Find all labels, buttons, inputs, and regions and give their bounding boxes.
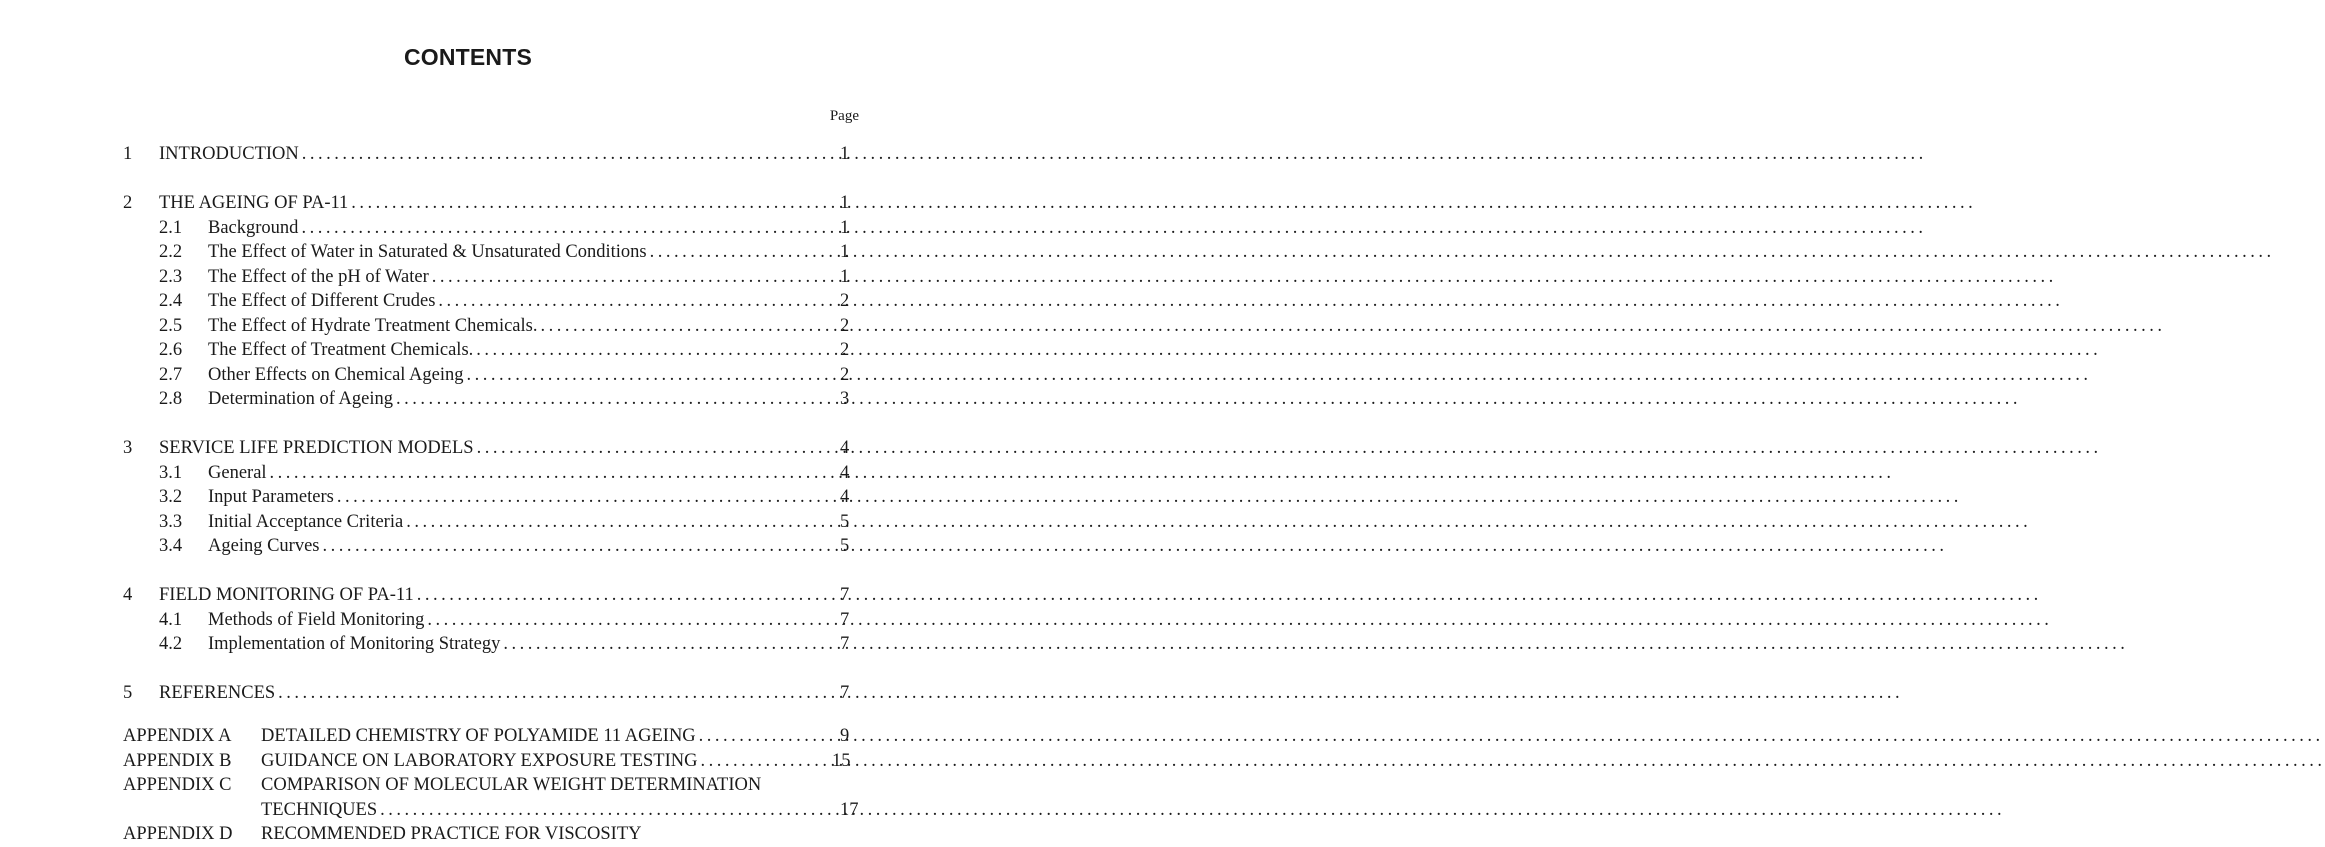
entry-label: [208, 240, 834, 264]
entry-page: 7: [840, 634, 850, 654]
appendix-key: APPENDIX D: [123, 824, 233, 844]
toc-subsection-2-4[interactable]: [0, 289, 936, 313]
entry-number: 1: [123, 144, 133, 164]
entry-number: 3: [123, 438, 133, 458]
entry-title: The Effect of Treatment Chemicals.: [208, 340, 474, 360]
entry-page: 9: [840, 726, 850, 746]
toc-section-3[interactable]: [0, 436, 936, 460]
dot-leader: [417, 583, 2042, 607]
entry-label: [208, 510, 834, 534]
toc-appendix-c[interactable]: [0, 773, 936, 797]
entry-label: [159, 436, 834, 460]
entry-title: The Effect of Water in Saturated & Unsaturated Conditions: [208, 242, 647, 262]
entry-title: The Effect of Hydrate Treatment Chemicals.: [208, 315, 538, 336]
toc-appendix-clipped: [0, 824, 936, 847]
entry-page: 7: [840, 609, 850, 630]
entry-page: 1: [840, 193, 850, 213]
entry-label: [159, 142, 834, 166]
entry-label: [159, 583, 834, 607]
entry-label: [208, 265, 834, 289]
dot-leader: [700, 749, 2325, 773]
toc-appendix-a[interactable]: [0, 724, 936, 748]
page-title: CONTENTS: [403, 44, 533, 70]
entry-title: COMPARISON OF MOLECULAR WEIGHT DETERMINATION: [261, 775, 762, 795]
entry-page: 2: [840, 364, 850, 385]
toc-subsection-3-3[interactable]: [0, 510, 936, 534]
toc-subsection-2-7[interactable]: [0, 363, 936, 387]
entry-page: 1: [840, 217, 850, 238]
page-column-header: Page: [829, 108, 859, 124]
entry-page: 4: [840, 438, 850, 458]
dot-leader: [323, 534, 1948, 558]
dot-leader: [467, 363, 2092, 387]
toc-section-1[interactable]: [0, 142, 936, 166]
dot-leader: [503, 632, 2128, 656]
entry-number: 3.1: [159, 462, 183, 483]
entry-title: Ageing Curves: [208, 536, 320, 556]
toc-subsection-4-2[interactable]: [0, 632, 936, 656]
toc-appendix-b[interactable]: [0, 749, 936, 773]
entry-title: Methods of Field Monitoring: [208, 609, 425, 630]
entry-title: The Effect of the pH of Water: [208, 266, 429, 287]
entry-title: The Effect of Different Crudes: [208, 291, 436, 311]
entry-label: [208, 608, 834, 632]
entry-label: [208, 216, 834, 240]
entry-label: [208, 534, 834, 558]
entry-label: [208, 289, 834, 313]
entry-number: 2.1: [159, 217, 183, 238]
entry-title: DETAILED CHEMISTRY OF POLYAMIDE 11 AGEING: [261, 726, 696, 746]
dot-leader: [302, 142, 1927, 166]
entry-label: [261, 798, 834, 822]
dot-leader: [351, 191, 1976, 215]
appendix-key: APPENDIX B: [123, 750, 232, 771]
entry-number: 2.6: [159, 340, 183, 360]
entry-label: [208, 485, 834, 509]
entry-number: 2.2: [159, 242, 183, 262]
toc-subsection-2-3[interactable]: [0, 265, 936, 289]
entry-number: 4.2: [159, 634, 183, 654]
toc-section-4[interactable]: [0, 583, 936, 607]
toc-subsection-2-2[interactable]: [0, 240, 936, 264]
entry-title: SERVICE LIFE PREDICTION MODELS: [159, 438, 474, 458]
entry-title: GUIDANCE ON LABORATORY EXPOSURE TESTING: [261, 750, 698, 771]
toc-appendix-continuation[interactable]: [0, 798, 936, 822]
entry-page: 5: [840, 536, 850, 556]
entry-page: 3: [840, 389, 850, 409]
entry-label: [208, 632, 834, 656]
entry-page: 15: [832, 750, 851, 771]
entry-page: 2: [840, 340, 850, 360]
entry-page: 4: [840, 487, 850, 507]
entry-label: [261, 724, 834, 748]
dot-leader: [396, 387, 2021, 411]
entry-number: 4.1: [159, 609, 183, 630]
entry-number: 3.4: [159, 536, 183, 556]
entry-page: 2: [840, 315, 850, 336]
dot-leader: [337, 485, 1962, 509]
entry-page: 1: [840, 144, 850, 164]
dot-leader: [650, 240, 2275, 264]
toc-subsection-3-2[interactable]: [0, 485, 936, 509]
entry-title: Background: [208, 217, 299, 238]
toc-subsection-2-5[interactable]: [0, 314, 936, 338]
entry-title: Input Parameters: [208, 487, 334, 507]
dot-leader: [406, 510, 2031, 534]
entry-page: 17: [840, 799, 859, 820]
dot-leader: [301, 216, 1926, 240]
entry-number: 5: [123, 683, 133, 703]
entry-title: General: [208, 462, 267, 483]
entry-number: 2.3: [159, 266, 183, 287]
entry-label: [208, 314, 834, 338]
entry-number: 3.3: [159, 511, 183, 532]
entry-label: [208, 387, 834, 411]
toc-subsection-2-8[interactable]: [0, 387, 936, 411]
entry-page: 5: [840, 511, 850, 532]
toc-subsection-3-4[interactable]: [0, 534, 936, 558]
entry-label: [208, 363, 834, 387]
entry-label: [208, 461, 834, 485]
appendix-key: APPENDIX A: [123, 726, 232, 746]
entry-label: [208, 338, 834, 362]
dot-leader: [438, 289, 2063, 313]
toc-section-5[interactable]: [0, 681, 936, 705]
toc-subsection-4-1[interactable]: [0, 608, 936, 632]
dot-leader: [380, 798, 2005, 822]
dot-leader: [432, 265, 2057, 289]
entry-title: Determination of Ageing: [208, 389, 393, 409]
dot-leader: [427, 608, 2052, 632]
entry-number: 2.7: [159, 364, 183, 385]
entry-page: 1: [840, 266, 850, 287]
toc-subsection-2-1[interactable]: [0, 216, 936, 240]
entry-page: 7: [840, 683, 850, 703]
entry-title: FIELD MONITORING OF PA-11: [159, 585, 414, 605]
entry-page: 7: [840, 585, 850, 605]
entry-title: INTRODUCTION: [159, 144, 299, 164]
entry-number: 3.2: [159, 487, 183, 507]
entry-number: 4: [123, 585, 133, 605]
entry-page: 1: [840, 242, 850, 262]
entry-title: Other Effects on Chemical Ageing: [208, 364, 464, 385]
entry-title: TECHNIQUES: [261, 799, 378, 820]
entry-title: REFERENCES: [159, 683, 276, 703]
dot-leader: [699, 724, 2324, 748]
entry-page: 2: [840, 291, 850, 311]
entry-title: Implementation of Monitoring Strategy: [208, 634, 501, 654]
dot-leader: [476, 338, 2101, 362]
entry-number: 2.5: [159, 315, 183, 336]
entry-label: [159, 681, 834, 705]
entry-title: THE AGEING OF PA-11: [159, 193, 349, 213]
entry-label: [261, 749, 826, 773]
entry-page: 4: [840, 462, 850, 483]
entry-number: 2.8: [159, 389, 183, 409]
dot-leader: [540, 314, 2165, 338]
toc-subsection-2-6[interactable]: [0, 338, 936, 362]
dot-leader: [278, 681, 1903, 705]
dot-leader: [477, 436, 2102, 460]
entry-title: RECOMMENDED PRACTICE FOR VISCOSITY: [261, 824, 642, 844]
entry-number: 2.4: [159, 291, 183, 311]
appendix-key: APPENDIX C: [123, 775, 232, 795]
entry-label: [159, 191, 834, 215]
toc-appendix-d[interactable]: [0, 822, 936, 846]
toc-subsection-3-1[interactable]: [0, 461, 936, 485]
toc-section-2[interactable]: [0, 191, 936, 215]
dot-leader: [270, 461, 1895, 485]
entry-title: Initial Acceptance Criteria: [208, 511, 404, 532]
entry-number: 2: [123, 193, 133, 213]
